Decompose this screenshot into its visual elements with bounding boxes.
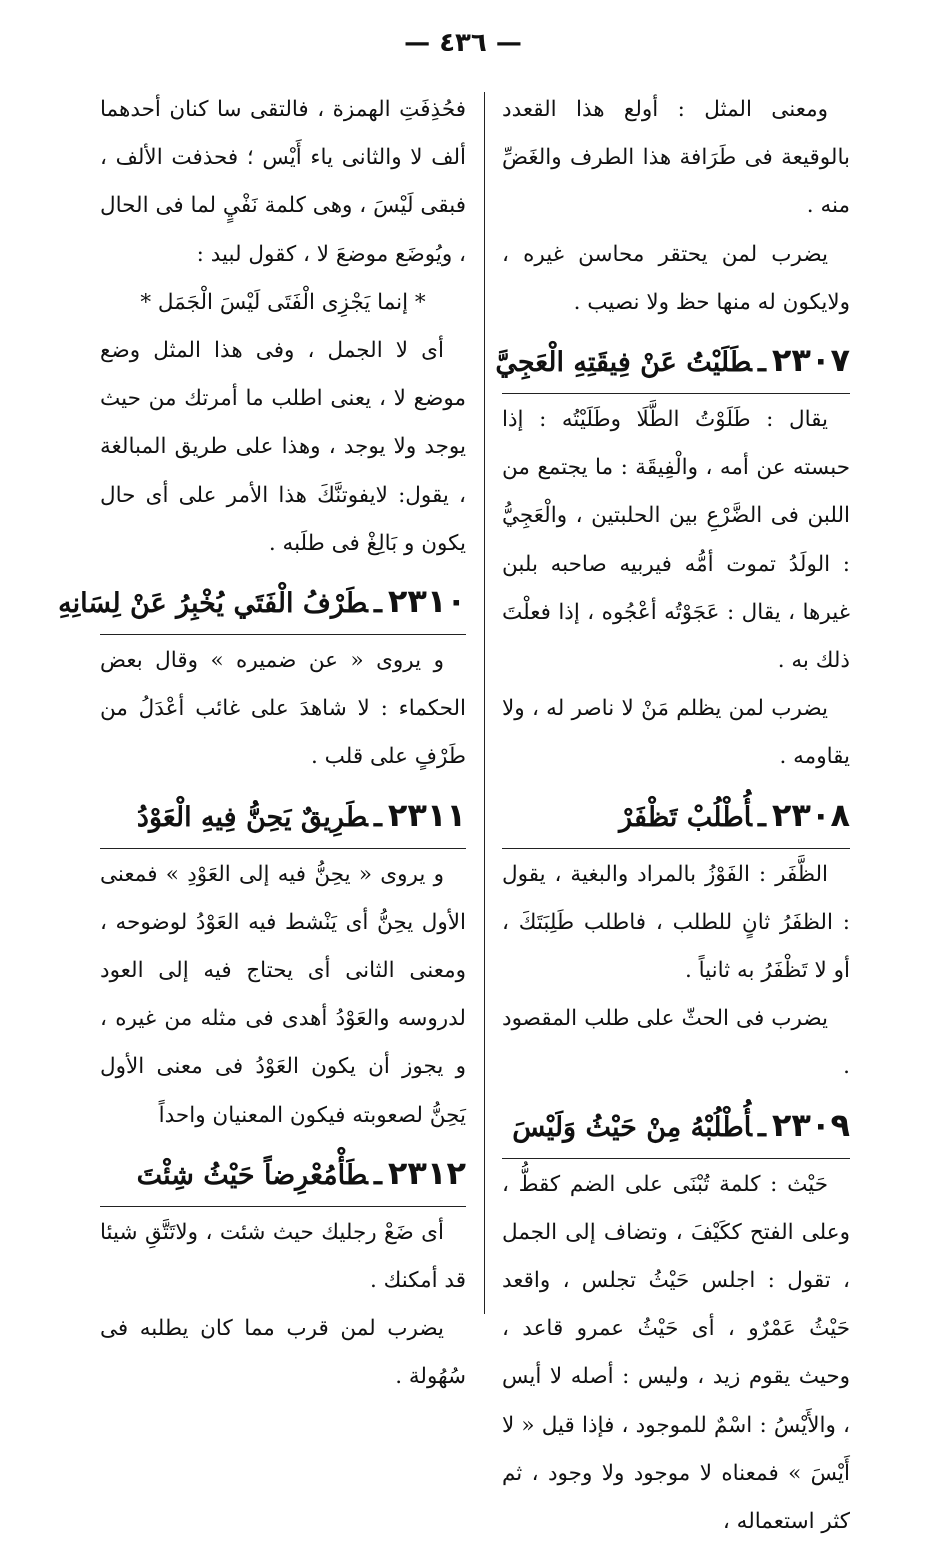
proverb-heading-2307: ٢٣٠٧ـطَلَيْتُ عَنْ فِيقَتِهِ الْعَجِيَّ — [502, 327, 850, 394]
proverb-number: ٢٣٠٩ — [771, 1105, 850, 1144]
proverb-title: طَرْفُ الْفَتَي يُخْبِرُ عَنْ لِسَانِهِ — [58, 588, 368, 620]
proverb-heading-2310: ٢٣١٠ـطَرْفُ الْفَتَي يُخْبِرُ عَنْ لِسَانِهِ — [100, 568, 466, 635]
explanation-paragraph: أى لا الجمل ، وفى هذا المثل وضع موضع لا ، يعنى اطلب ما أمرتك من حيث يوجد ولا يوجد ، وهذا على طريق المبالغة ، يقول: لايفوتنَّكَ هذا الأمر على أى حال يكون و بَالِغْ فى طلَبه . — [100, 338, 466, 556]
column-divider — [484, 92, 485, 1314]
proverb-body: الظَّفَر : الفَوْزُ بالمراد والبغية ، يقول : الظفَرُ ثانٍ للطلب ، فاطلب طَلِبَتَكَ ، أو لا تَظْفَرُ به ثانياً . — [502, 861, 850, 984]
proverb-number: ٢٣٠٨ — [771, 795, 850, 834]
verse-line: * إنما يَجْزِى الْفَتَى لَيْسَ الْجَمَل * — [140, 289, 426, 315]
continuation-paragraph: فحُذِفَتِ الهمزة ، فالتقى سا كنان أحدهما ألف لا والثانى ياء أَيْس ؛ فحذفت الألف ، فبقى لَيْسَ ، وهى كلمة نَفْيٍ لما فى الحال ، ويُوضَع موضعَ لا ، كقول لبيد : — [100, 97, 466, 267]
proverb-use: يضرب فى الحثّ على طلب المقصود . — [502, 1006, 850, 1080]
proverb-body: يقال : طَلَوْتُ الطَّلَا وطَلَيْتُه : إذا حبسته عن أمه ، والْفِيقَة : ما يجتمع من اللبن فى الضَّرْعِ بين الحلبتين ، والْعَجِيُّ : الولَدُ تموت أمُّه فيربيه صاحبه بلبن غيرها ، يقال : عَجَوْتُه أعْجُوه ، إذا فعلْتَ ذلك به . — [502, 407, 850, 674]
intro-paragraph: ومعنى المثل : أولع هذا القعدد بالوقيعة فى طَرَافة هذا الطرف والغَضِّ منه . — [502, 97, 850, 219]
proverb-title: أُطْلُبْهُ مِنْ حَيْثُ وَلَيْسَ — [512, 1111, 752, 1143]
left-column — [58, 86, 466, 1402]
proverb-heading-2308: ٢٣٠٨ـأُطْلُبْ تَظْفَرْ — [502, 782, 850, 849]
proverb-title: طَرِيقٌ يَحِنُّ فِيهِ الْعَوْدُ — [136, 801, 368, 833]
right-column — [495, 86, 850, 1546]
proverb-title: طَأْمُعْرِضاً حَيْثُ شِئْتَ — [136, 1159, 368, 1191]
proverb-body: أى ضَعْ رجليك حيث شئت ، ولاتَتَّقِ شيئا قد أمكنك . — [100, 1219, 466, 1294]
proverb-title: أُطْلُبْ تَظْفَرْ — [619, 801, 752, 833]
proverb-number: ٢٣٠٧ — [771, 341, 850, 380]
page-number: — ٤٣٦ — — [404, 28, 522, 58]
proverb-use: يضرب لمن يظلم مَنْ لا ناصر له ، ولا يقاومه . — [502, 696, 850, 770]
proverb-use: يضرب لمن قرب مما كان يطلبه فى سُهُولة . — [100, 1316, 466, 1390]
proverb-heading-2311: ٢٣١١ـطَرِيقٌ يَحِنُّ فِيهِ الْعَوْدُ — [100, 782, 466, 849]
proverb-number: ٢٣١٢ — [387, 1153, 466, 1192]
intro-use-paragraph: يضرب لمن يحتقر محاسن غيره ، ولايكون له منها حظ ولا نصيب . — [502, 241, 850, 315]
proverb-number: ٢٣١٠ — [387, 582, 466, 621]
proverb-body: و يروى « يحِنُّ فيه إلى العَوْدِ » فمعنى الأول يحِنُّ أى يَنْشط فيه العَوْدُ لوضوحه ، ومعنى الثانى أى يحتاج فيه إلى العود لدروسه والعَوْدُ أهدى فى مثله من غيره ، و يجوز أن يكون العَوْدُ فى معنى الأول يَحِنُّ لصعوبته فيكون المعنيان واحداً — [100, 861, 466, 1128]
proverb-body: و يروى « عن ضميره » وقال بعض الحكماء : لا شاهدَ على غائب أعْدَلُ من طَرْفٍ على قلب . — [100, 648, 466, 770]
proverb-body: حَيْث : كلمة تُبْنَى على الضم كقطُّ ، وعلى الفتح ككَيْفَ ، وتضاف إلى الجمل ، تقول : اجلس حَيْثُ تجلس ، واقعد حَيْثُ عَمْرٌو ، أى حَيْثُ عمرو قاعد ، وحيث يقوم زيد ، وليس : أصله لا أيس ، والأَيْسُ : اسْمٌ للموجود ، فإذا قيل « لا أَيْسَ » فمعناه لا موجود ولا وجود ، ثم كثر استعماله ، — [502, 1171, 850, 1535]
proverb-heading-2309: ٢٣٠٩ـأُطْلُبْهُ مِنْ حَيْثُ وَلَيْسَ — [502, 1092, 850, 1159]
proverb-number: ٢٣١١ — [387, 795, 466, 834]
proverb-title: طَلَيْتُ عَنْ فِيقَتِهِ الْعَجِيَّ — [495, 347, 752, 379]
proverb-heading-2312: ٢٣١٢ـطَأْمُعْرِضاً حَيْثُ شِئْتَ — [100, 1140, 466, 1207]
